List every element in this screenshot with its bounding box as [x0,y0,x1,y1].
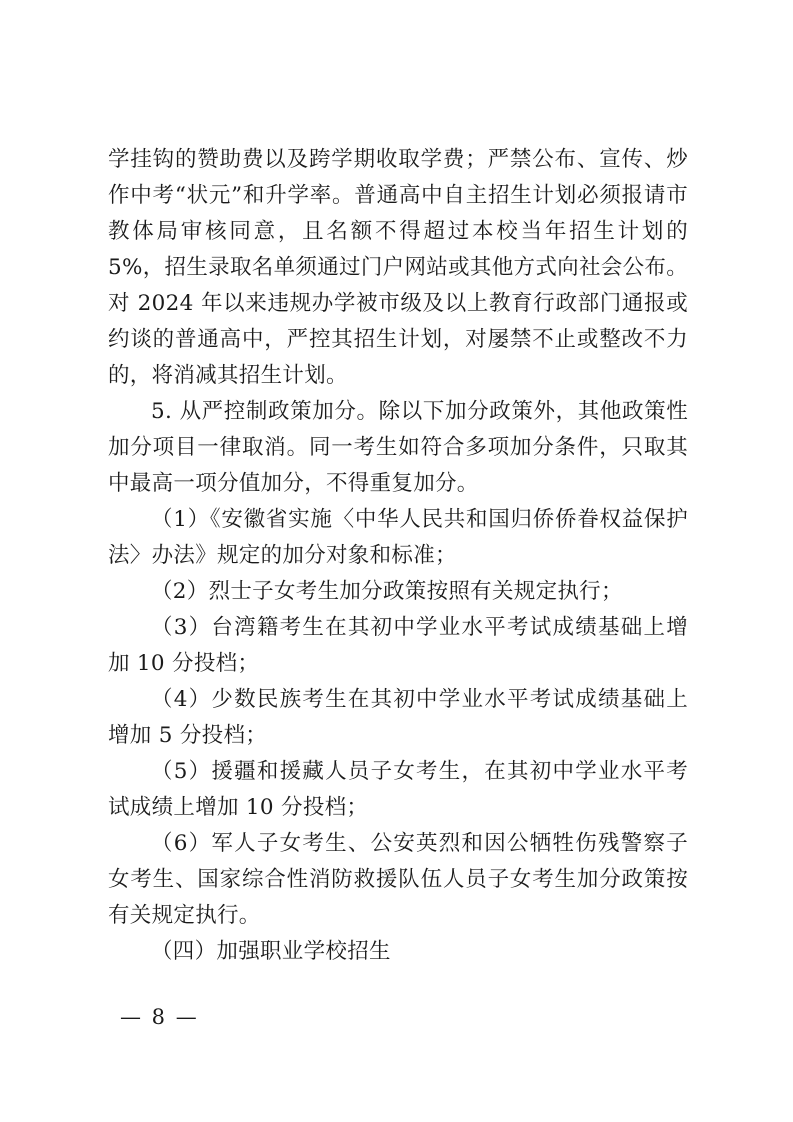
paragraph-item-6: （6）军人子女考生、公安英烈和因公牺牲伤残警察子女考生、国家综合性消防救援队伍人员子女考生加分政策按有关规定执行。 [108,831,688,928]
paragraph-continuation: 学挂钩的赞助费以及跨学期收取学费；严禁公布、宣传、炒作中考“状元”和升学率。普通高中自主招生计划必须报请市教体局审核同意，且名额不得超过本校当年招生计划的 5%，招生录取名单须通过门户网站或其他方式向社会公布。对 2024 年以来违规办学被市级及以上教育行政部门通报或约谈的普通高中，严控其招生计划，对屡禁不止或整改不力的，将消减其招生计划。 [108,147,688,388]
body-text [108,142,688,970]
paragraph-item-2: （2）烈士子女考生加分政策按照有关规定执行； [151,579,623,604]
paragraph-item-5: 5. 从严控制政策加分。除以下加分政策外，其他政策性加分项目一律取消。同一考生如符合多项加分条件，只取其中最高一项分值加分，不得重复加分。 [108,399,688,496]
section-heading: （四）加强职业学校招生 [151,939,391,964]
paragraph-item-1: （1）《安徽省实施〈中华人民共和国归侨侨眷权益保护法〉办法》规定的加分对象和标准； [108,507,688,568]
page-number: — 8 — [120,1005,199,1029]
paragraph-item-4: （4）少数民族考生在其初中学业水平考试成绩基础上增加 5 分投档； [108,687,688,748]
paragraph-item-5-sub: （5）援疆和援藏人员子女考生，在其初中学业水平考试成绩上增加 10 分投档； [108,759,688,820]
paragraph-item-3: （3）台湾籍考生在其初中学业水平考试成绩基础上增加 10 分投档； [108,615,688,676]
